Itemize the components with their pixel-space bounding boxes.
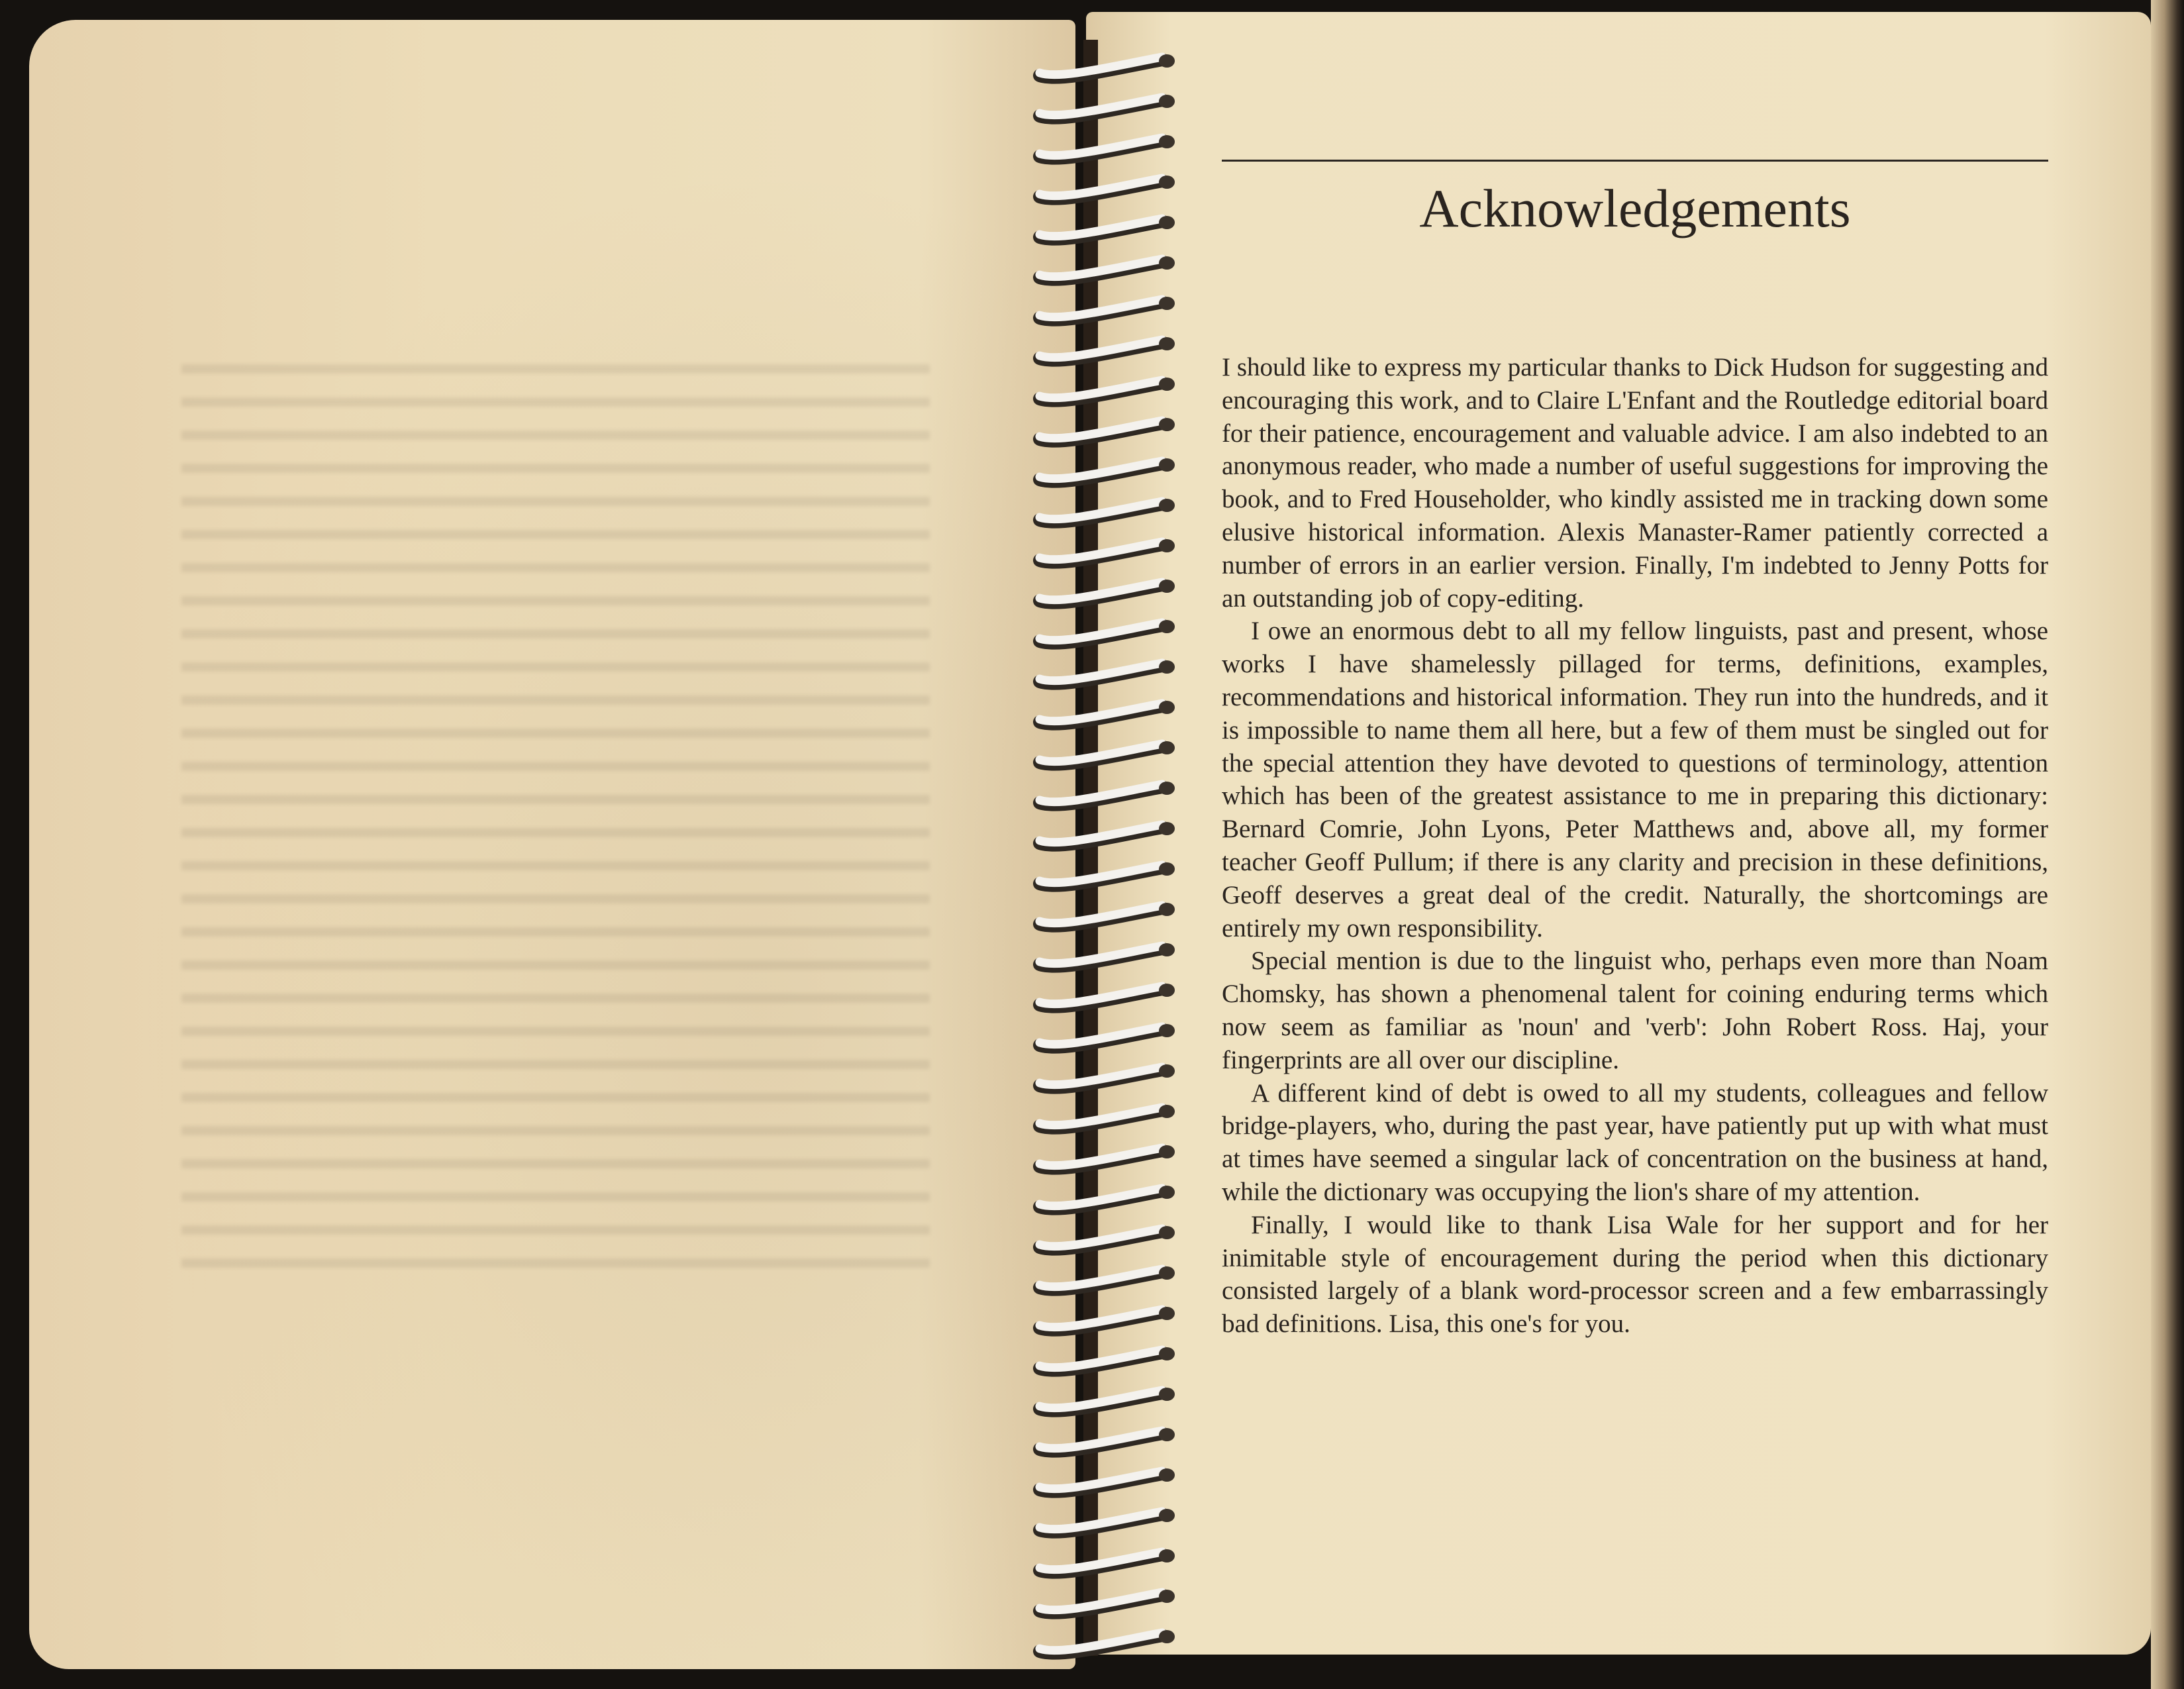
coil-loop [1040,782,1175,805]
coil-loop [1040,337,1175,360]
coil-loop [1040,1024,1175,1047]
coil-loop [1040,822,1175,845]
coil-loop [1040,1307,1175,1330]
coil-loop [1040,1630,1175,1653]
coil-loop [1040,378,1175,401]
paragraph-2: I owe an enormous debt to all my fellow linguists, past and present, whose works I have shamelessly pillaged for terms, definitions, examples, recommendations and historical information. They run into the hundreds, and it is impossible to name them all here, but a few of them must be singled out for the special attention they have devoted to questions of terminology, attention which has been of the greatest assistance to me in preparing this dictionary: Bernard Comrie, John Lyons, Peter Matthews and, above all, my former teacher Geoff Pullum; if there is any clarity and precision in these definitions, Geoff deserves a great deal of the credit. Naturally, the shortcomings are entirely my own responsibility. [1222,617,2048,943]
left-page-blank [29,20,1075,1669]
coil-loop [1040,176,1175,199]
page-stack-edge [2151,0,2184,1689]
coil-loop [1040,943,1175,966]
coil-loop [1040,1105,1175,1128]
show-through-text [181,364,930,1278]
coil-loop [1040,1590,1175,1613]
coil-loop [1040,297,1175,320]
coil-loop [1040,741,1175,764]
paragraph-1: I should like to express my particular thanks to Dick Hudson for suggesting and encouraging this work, and to Claire L'Enfant and the Routledge editorial board for their patience, encouragement and valuable advice. I am also indebted to an anonymous reader, who made a number of useful suggestions for improving the book, and to Fred Householder, who kindly assisted me in tracking down some elusive historical information. Alexis Manaster-Ramer patiently corrected a number of errors in an earlier version. Finally, I'm indebted to Jenny Potts for an outstanding job of copy-editing. [1222,353,2048,613]
coil-loop [1040,1266,1175,1290]
coil-loop [1040,580,1175,603]
coil-loop [1040,660,1175,684]
coil-loop [1040,499,1175,522]
coil-loop [1040,1428,1175,1451]
coil-loop [1040,1064,1175,1088]
coil-loop [1040,1226,1175,1249]
coil-loop [1040,135,1175,158]
coil-loop [1040,95,1175,118]
page-title: Acknowledgements [1419,178,1851,238]
coil-loop [1040,984,1175,1007]
coil-loop [1040,539,1175,562]
coil-loop [1040,418,1175,441]
coil-loop [1040,701,1175,724]
coil-loop [1040,256,1175,280]
coil-loop [1040,216,1175,239]
coil-loop [1040,1347,1175,1370]
coil-loop [1040,1186,1175,1209]
acknowledgements-body [1222,351,2048,1341]
coil-loop [1040,1468,1175,1492]
coil-loop [1040,1509,1175,1532]
coil-loop [1040,1388,1175,1411]
coil-loop [1040,1549,1175,1572]
paragraph-5: Finally, I would like to thank Lisa Wale for her support and for her inimitable style of encouragement during the period when this dictionary consisted largely of a blank word-processor screen and a few embarrassingly bad definitions. Lisa, this one's for you. [1222,1210,2048,1339]
coil-loop [1040,903,1175,926]
coil-loop [1040,620,1175,643]
paragraph-4: A different kind of debt is owed to all my students, colleagues and fellow bridge-players, who, during the past year, have patiently put up with what must at times have seemed a singular lack of concentration on the business at hand, while the dictionary was occupying the lion's share of my attention. [1222,1078,2048,1206]
coil-loop [1040,1145,1175,1168]
coil-loop [1040,458,1175,482]
coil-loop [1040,54,1175,77]
coil-loop [1040,862,1175,886]
spiral-binding [1020,26,1192,1669]
paragraph-3: Special mention is due to the linguist who, perhaps even more than Noam Chomsky, has shown a phenomenal talent for coining enduring terms which now seem as familiar as 'noun' and 'verb': John Robert Ross. Haj, your fingerprints are all over our discipline. [1222,947,2048,1074]
title-rule [1222,160,2048,162]
